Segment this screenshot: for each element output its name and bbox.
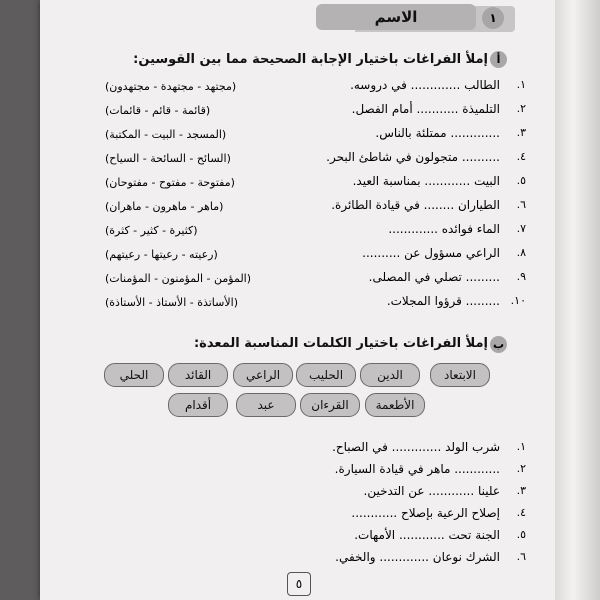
word-bank-item[interactable]: عبد xyxy=(236,393,296,417)
answer-choices: (رعيته - رعيتها - رعيتهم) xyxy=(105,248,218,261)
question-number: ٢. xyxy=(516,102,526,115)
answer-choices: (الأساتذة - الأستاذ - الأستاذة) xyxy=(105,296,238,309)
word-bank-item[interactable]: الأطعمة xyxy=(365,393,425,417)
question-sentence[interactable]: .......... متجولون في شاطئ البحر. xyxy=(326,150,500,164)
section-b-badge: ب xyxy=(490,336,507,353)
section-a-badge: أ xyxy=(490,51,507,68)
question-sentence[interactable]: الجنة تحت ............ الأمهات. xyxy=(354,528,500,542)
word-bank-item[interactable]: الابتعاد xyxy=(430,363,490,387)
word-bank-item[interactable]: الدين xyxy=(360,363,420,387)
question-sentence[interactable]: ............ ماهر في قيادة السيارة. xyxy=(334,462,500,476)
answer-choices: (مجتهد - مجتهدة - مجتهدون) xyxy=(105,80,237,93)
question-sentence[interactable]: ......... تصلي في المصلى. xyxy=(368,270,500,284)
question-sentence[interactable]: إصلاح الرعية بإصلاح ............ xyxy=(351,506,500,520)
word-bank-item[interactable]: الحليب xyxy=(296,363,356,387)
question-sentence[interactable]: البيت ............ بمناسبة العيد. xyxy=(352,174,500,188)
book-spine xyxy=(555,0,600,600)
question-number: ٤. xyxy=(516,506,526,519)
section-b-instruction: إملأ الفراغات باختيار الكلمات المناسبة المعدة: xyxy=(193,336,488,351)
answer-choices: (قائمة - قائم - قائمات) xyxy=(105,104,211,117)
question-number: ٦. xyxy=(516,550,526,563)
answer-choices: (السائح - السائحة - السياح) xyxy=(105,152,231,165)
question-number: ٩. xyxy=(516,270,526,283)
question-sentence[interactable]: الماء فوائده ............. xyxy=(388,222,500,236)
section-a-instruction: إملأ الفراغات باختيار الإجابة الصحيحة مما بين القوسين: xyxy=(133,52,488,67)
question-sentence[interactable]: التلميذة ........... أمام الفصل. xyxy=(351,102,500,116)
question-sentence[interactable]: الشرك نوعان ............. والخفي. xyxy=(335,550,500,564)
question-sentence[interactable]: الراعي مسؤول عن .......... xyxy=(362,246,500,260)
question-number: ٨. xyxy=(516,246,526,259)
answer-choices: (ماهر - ماهرون - ماهران) xyxy=(105,200,224,213)
question-number: ٧. xyxy=(516,222,526,235)
question-number: ٤. xyxy=(516,150,526,163)
question-number: ٥. xyxy=(516,174,526,187)
question-sentence[interactable]: ......... قرؤوا المجلات. xyxy=(386,294,500,308)
question-number: ١٠. xyxy=(510,294,526,307)
question-sentence[interactable]: الطالب ............. في دروسه. xyxy=(350,78,500,92)
question-sentence[interactable]: الطياران ........ في قيادة الطائرة. xyxy=(331,198,500,212)
answer-choices: (مفتوحة - مفتوح - مفتوحان) xyxy=(105,176,235,189)
word-bank-item[interactable]: القرءان xyxy=(300,393,360,417)
lesson-number: ١ xyxy=(482,7,504,29)
word-bank-item[interactable]: القائد xyxy=(168,363,228,387)
question-number: ٣. xyxy=(516,126,526,139)
question-sentence[interactable]: علينا ............ عن التدخين. xyxy=(363,484,500,498)
question-number: ١. xyxy=(516,440,526,453)
question-number: ١. xyxy=(516,78,526,91)
question-sentence[interactable]: شرب الولد ............. في الصباح. xyxy=(332,440,500,454)
answer-choices: (المؤمن - المؤمنون - المؤمنات) xyxy=(105,272,252,285)
answer-choices: (كثيرة - كثير - كثرة) xyxy=(105,224,198,237)
question-number: ٢. xyxy=(516,462,526,475)
question-sentence[interactable]: ............. ممتلئة بالناس. xyxy=(375,126,500,140)
page-number: ٥ xyxy=(287,572,311,596)
lesson-title: الاسم xyxy=(316,4,476,30)
word-bank-item[interactable]: الحلي xyxy=(104,363,164,387)
question-number: ٣. xyxy=(516,484,526,497)
answer-choices: (المسجد - البيت - المكتبة) xyxy=(105,128,227,141)
word-bank-item[interactable]: الراعي xyxy=(233,363,293,387)
question-number: ٥. xyxy=(516,528,526,541)
word-bank-item[interactable]: أقدام xyxy=(168,393,228,417)
question-number: ٦. xyxy=(516,198,526,211)
